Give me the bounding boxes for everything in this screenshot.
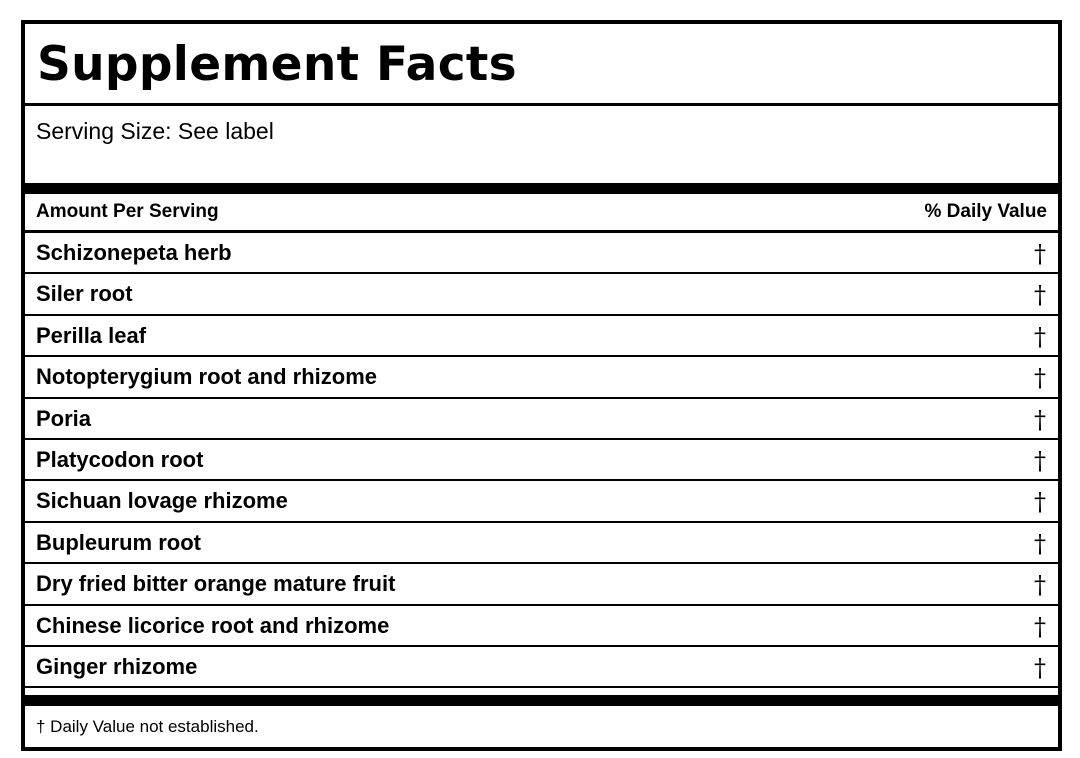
ingredient-row — [25, 523, 1058, 564]
ingredient-row — [25, 440, 1058, 481]
ingredient-name: Schizonepeta herb — [36, 240, 232, 265]
ingredient-name: Perilla leaf — [36, 322, 147, 348]
ingredient-list — [25, 233, 1058, 688]
thick-divider-bottom — [25, 695, 1058, 706]
daily-value-dagger: † — [1034, 364, 1046, 393]
ingredient-row — [25, 357, 1058, 398]
footnote-text: † Daily Value not established. — [36, 717, 259, 736]
ingredient-name: Chinese licorice root and rhizome — [36, 612, 390, 638]
ingredient-name: Ginger rhizome — [36, 653, 198, 679]
ingredient-name: Notopterygium root and rhizome — [36, 364, 377, 390]
daily-value-dagger: † — [1034, 322, 1046, 351]
ingredient-row — [25, 481, 1058, 522]
panel-title: Supplement Facts — [37, 37, 517, 92]
ingredient-row — [25, 399, 1058, 440]
ingredient-name: Dry fried bitter orange mature fruit — [36, 571, 396, 597]
daily-value-dagger: † — [1034, 240, 1046, 268]
amount-per-serving-header: Amount Per Serving — [36, 201, 219, 222]
daily-value-dagger: † — [1034, 571, 1046, 600]
title-section — [25, 24, 1058, 106]
ingredient-row — [25, 606, 1058, 647]
daily-value-dagger: † — [1034, 653, 1046, 682]
daily-value-dagger: † — [1034, 612, 1046, 641]
supplement-facts-panel — [21, 20, 1062, 751]
column-header-row — [25, 194, 1058, 233]
ingredient-row — [25, 316, 1058, 357]
daily-value-dagger: † — [1034, 488, 1046, 517]
ingredient-row — [25, 564, 1058, 605]
daily-value-dagger: † — [1034, 446, 1046, 475]
ingredient-name: Platycodon root — [36, 446, 204, 472]
daily-value-header: % Daily Value — [924, 201, 1047, 222]
ingredient-row — [25, 647, 1058, 688]
ingredient-row — [25, 274, 1058, 315]
ingredient-name: Siler root — [36, 281, 133, 307]
ingredient-name: Bupleurum root — [36, 529, 201, 555]
thick-divider-top — [25, 183, 1058, 194]
serving-section — [25, 106, 1058, 183]
daily-value-dagger: † — [1034, 281, 1046, 310]
daily-value-dagger: † — [1034, 405, 1046, 434]
serving-size: Serving Size: See label — [36, 118, 274, 144]
ingredient-name: Sichuan lovage rhizome — [36, 488, 288, 514]
footnote-section — [25, 706, 1058, 747]
daily-value-dagger: † — [1034, 529, 1046, 558]
ingredient-row — [25, 233, 1058, 274]
ingredient-name: Poria — [36, 405, 92, 431]
